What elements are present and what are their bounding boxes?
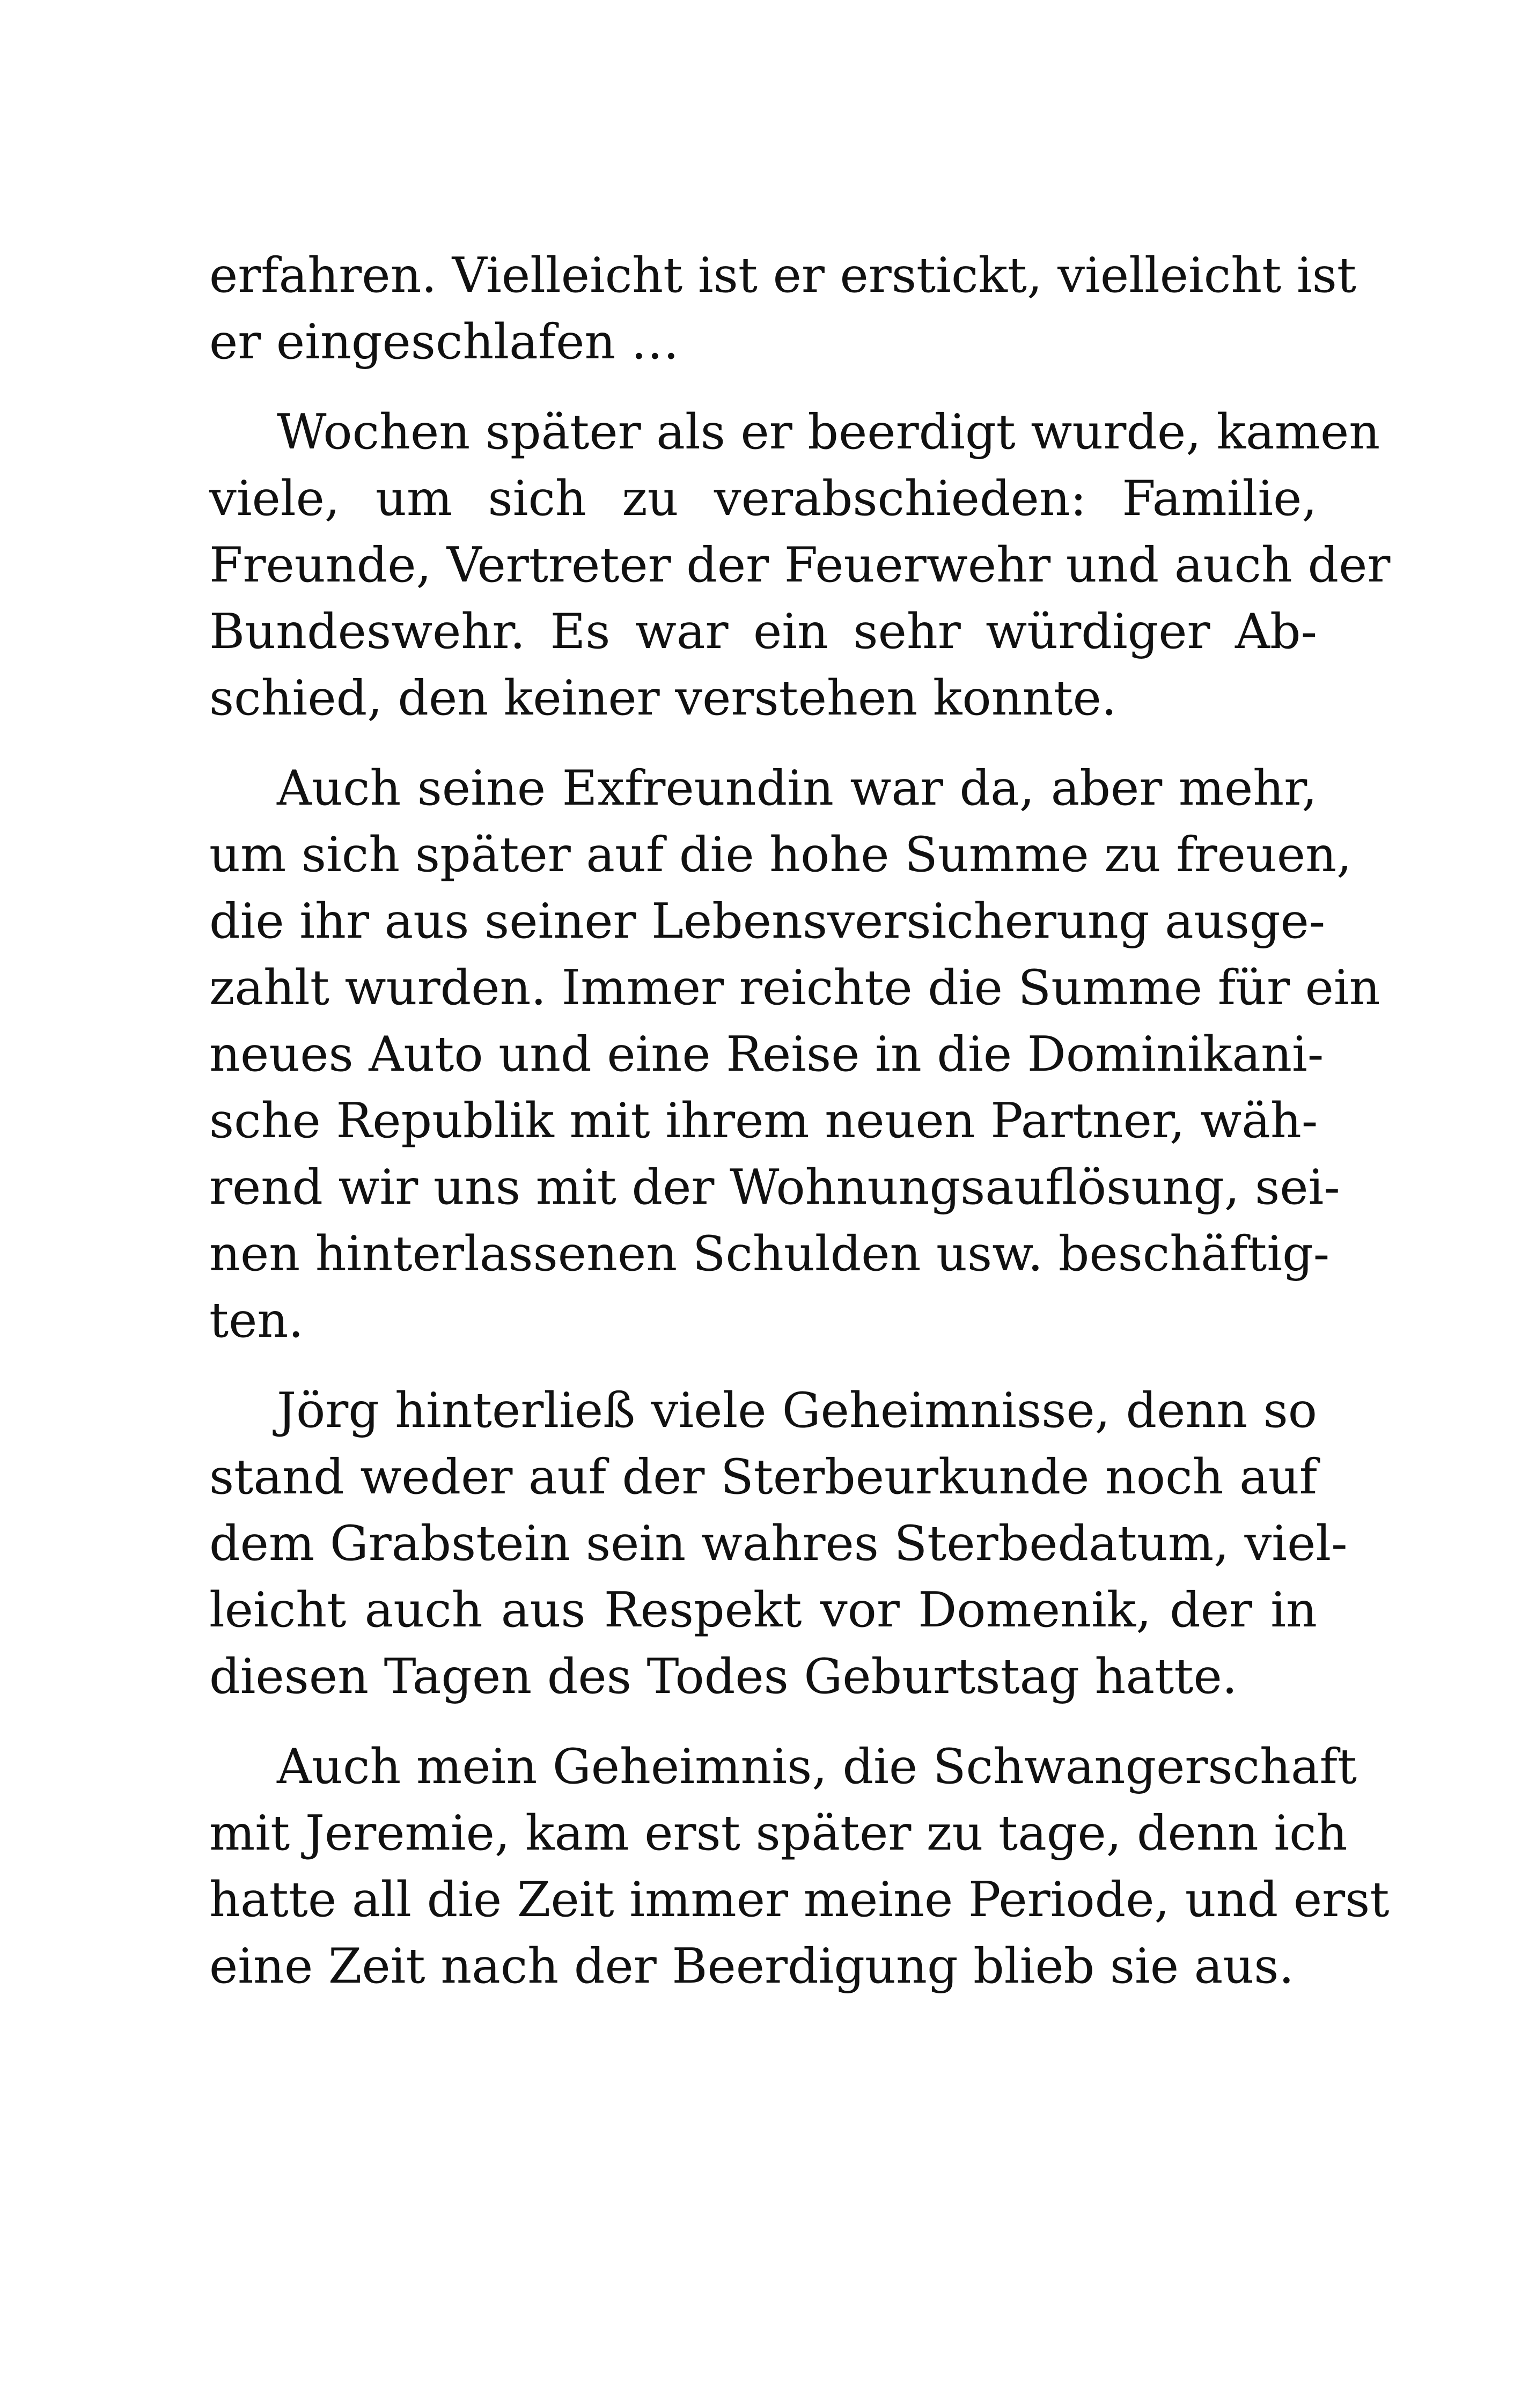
text-line: die ihr aus seiner Lebensversicherung ausge- — [209, 893, 1326, 949]
text-line: diesen Tagen des Todes Geburtstag hatte. — [209, 1648, 1238, 1705]
paragraph-1 — [209, 242, 1357, 375]
text-line: leicht auch aus Respekt vor Domenik, der in — [209, 1582, 1317, 1638]
text-line: erfahren. Vielleicht ist er erstickt, vielleicht ist — [209, 247, 1357, 304]
text-line: hatte all die Zeit immer meine Periode, und erst — [209, 1872, 1390, 1928]
text-line: neues Auto und eine Reise in die Dominikani- — [209, 1026, 1324, 1083]
paragraph-4 — [209, 1378, 1348, 1710]
text-line: Auch mein Geheimnis, die Schwangerschaft — [277, 1739, 1357, 1795]
text-line: Freunde, Vertreter der Feuerwehr und auch der — [209, 537, 1391, 593]
text-line: zahlt wurden. Immer reichte die Summe für ein — [209, 960, 1380, 1016]
text-line: er eingeschlafen … — [209, 314, 679, 370]
text-line: ten. — [209, 1292, 304, 1349]
text-line: Wochen später als er beerdigt wurde, kamen — [277, 404, 1380, 460]
text-line: schied, den keiner verstehen konnte. — [209, 670, 1117, 726]
paragraph-3 — [209, 755, 1380, 1354]
text-line: Auch seine Exfreundin war da, aber mehr, — [277, 760, 1317, 816]
text-line: sche Republik mit ihrem neuen Partner, wäh- — [209, 1093, 1318, 1149]
text-line: Bundeswehr. Es war ein sehr würdiger Ab- — [209, 603, 1317, 660]
text-line: eine Zeit nach der Beerdigung blieb sie aus. — [209, 1938, 1295, 1994]
text-line: um sich später auf die hohe Summe zu freuen, — [209, 827, 1352, 883]
text-line: nen hinterlassenen Schulden usw. beschäftig- — [209, 1226, 1330, 1282]
text-line: viele, um sich zu verabschieden: Familie, — [209, 470, 1317, 527]
paragraph-2 — [209, 399, 1391, 732]
paragraph-5 — [209, 1734, 1390, 2000]
body-text — [209, 242, 1391, 2000]
text-line: dem Grabstein sein wahres Sterbedatum, viel- — [209, 1515, 1348, 1572]
text-line: mit Jeremie, kam erst später zu tage, denn ich — [209, 1805, 1348, 1861]
text-line: stand weder auf der Sterbeurkunde noch auf — [209, 1449, 1317, 1505]
text-line: Jörg hinterließ viele Geheimnisse, denn so — [277, 1382, 1317, 1439]
text-line: rend wir uns mit der Wohnungsauflösung, sei- — [209, 1159, 1340, 1216]
